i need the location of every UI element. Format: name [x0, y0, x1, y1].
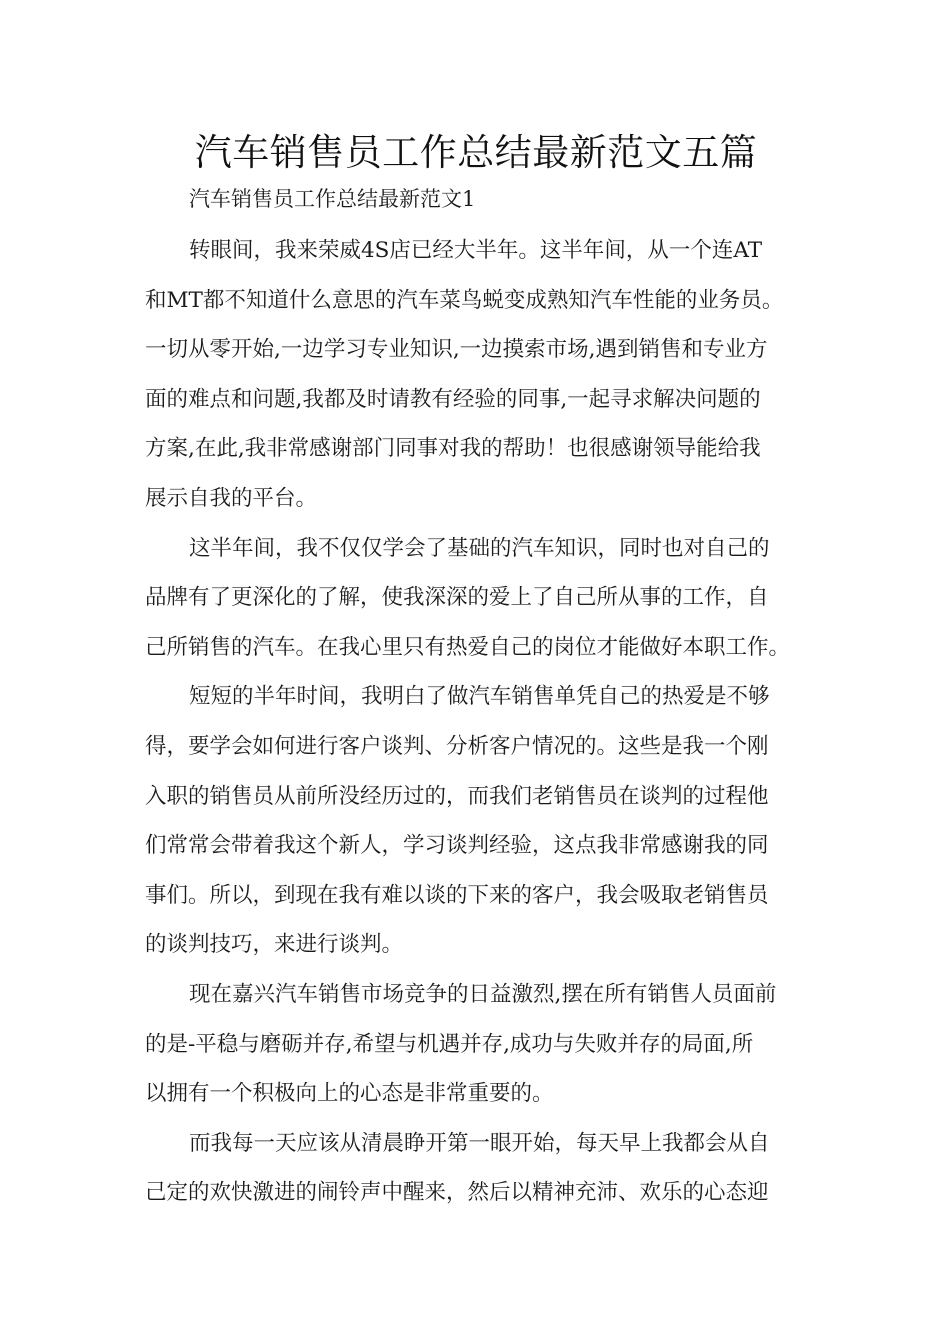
body-line: 们常常会带着我这个新人，学习谈判经验，这点我非常感谢我的同	[145, 833, 769, 859]
body-line: 一切从零开始,一边学习专业知识,一边摸索市场,遇到销售和专业方	[145, 337, 768, 363]
body-line: 面的难点和问题,我都及时请教有经验的同事,一起寻求解决问题的	[145, 386, 761, 412]
document-title: 汽车销售员工作总结最新范文五篇	[194, 131, 758, 174]
body-line: 这半年间，我不仅仅学会了基础的汽车知识，同时也对自己的	[189, 535, 770, 561]
document-page	[145, 128, 807, 1218]
body-line: 己定的欢快激进的闹铃声中醒来，然后以精神充沛、欢乐的心态迎	[145, 1180, 769, 1206]
body-line: 己所销售的汽车。在我心里只有热爱自己的岗位才能做好本职工作。	[145, 634, 791, 660]
body-line: 的是-平稳与磨砺并存,希望与机遇并存,成功与失败并存的局面,所	[145, 1031, 754, 1057]
body-line: 事们。所以，到现在我有难以谈的下来的客户，我会吸取老销售员	[145, 882, 769, 908]
body-line: 得，要学会如何进行客户谈判、分析客户情况的。这些是我一个刚	[145, 733, 769, 759]
body-line: 转眼间，我来荣威4S店已经大半年。这半年间，从一个连AT	[189, 238, 763, 263]
body-line: 短短的半年时间，我明白了做汽车销售单凭自己的热爱是不够	[189, 684, 770, 710]
body-line: 入职的销售员从前所没经历过的，而我们老销售员在谈判的过程他	[145, 783, 769, 809]
body-line: 而我每一天应该从清晨睁开第一眼开始，每天早上我都会从自	[189, 1130, 770, 1156]
body-line: 品牌有了更深化的了解，使我深深的爱上了自己所从事的工作，自	[145, 585, 769, 611]
document-subtitle: 汽车销售员工作总结最新范文1	[189, 187, 476, 211]
body-line: 展示自我的平台。	[145, 485, 318, 511]
body-line: 和MT都不知道什么意思的汽车菜鸟蜕变成熟知汽车性能的业务员。	[145, 287, 784, 313]
body-line: 的谈判技巧，来进行谈判。	[145, 932, 404, 958]
body-line: 方案,在此,我非常感谢部门同事对我的帮助！也很感谢领导能给我	[145, 436, 761, 462]
document-body	[145, 226, 807, 1218]
body-line: 现在嘉兴汽车销售市场竞争的日益激烈,摆在所有销售人员面前	[189, 981, 777, 1007]
body-line: 以拥有一个积极向上的心态是非常重要的。	[145, 1081, 554, 1107]
